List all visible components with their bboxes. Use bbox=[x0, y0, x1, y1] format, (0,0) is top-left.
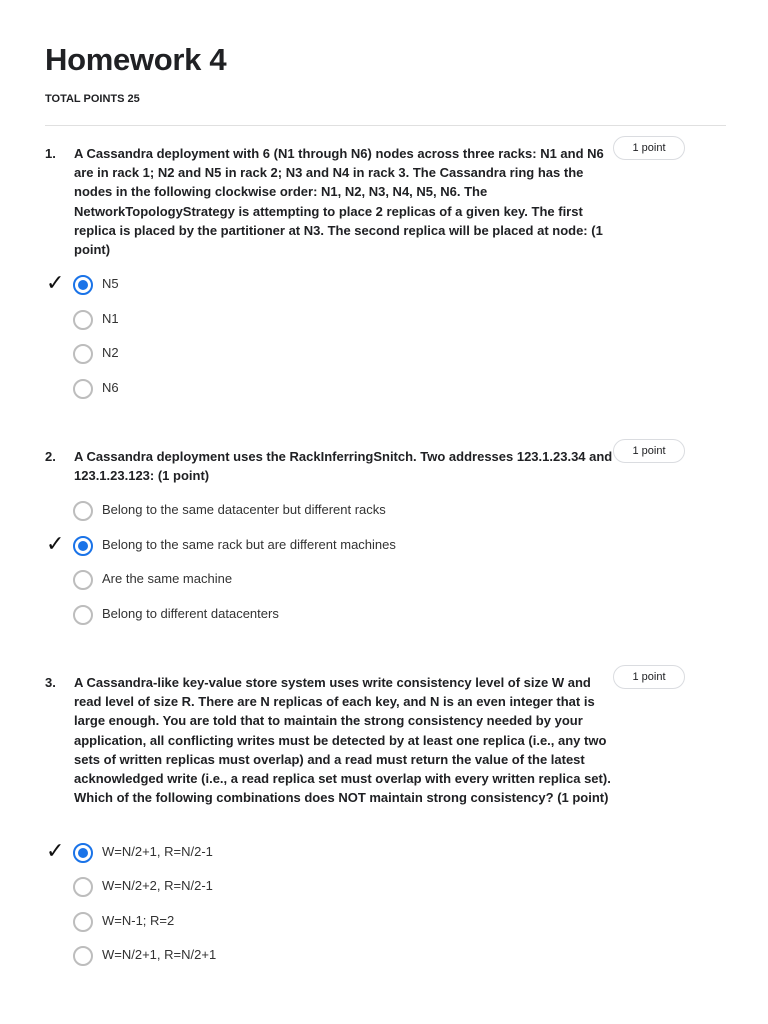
option-label: N2 bbox=[102, 345, 119, 360]
radio-button[interactable] bbox=[73, 501, 93, 521]
option-different-datacenters[interactable] bbox=[0, 603, 500, 627]
radio-button[interactable] bbox=[73, 344, 93, 364]
points-badge: 1 point bbox=[613, 665, 685, 689]
option-w-n2p1-r-n2p1[interactable] bbox=[0, 944, 500, 968]
option-n5[interactable] bbox=[0, 270, 500, 297]
points-badge: 1 point bbox=[613, 136, 685, 160]
radio-button-selected[interactable] bbox=[73, 536, 93, 556]
question-text: A Cassandra deployment with 6 (N1 through N6) nodes across three racks: N1 and N6 are in rack 1; N2 and N5 in rack 2; N3 and N4 in rack 3. The Cassandra ring has the nodes in the following clockwise order: N1, N2, N3, N4, N5, N6. The NetworkTopologyStrategy is attempting to place 2 replicas of a given key. The first replica is placed by the partitioner at N3. The second replica will be placed at node: (1 point) bbox=[74, 146, 604, 258]
question-number: 2. bbox=[45, 449, 56, 464]
question-number: 3. bbox=[45, 675, 56, 690]
checkmark-icon: ✓ bbox=[46, 270, 65, 295]
question-number: 1. bbox=[45, 146, 56, 161]
radio-button[interactable] bbox=[73, 877, 93, 897]
points-badge: 1 point bbox=[613, 439, 685, 463]
radio-button-selected[interactable] bbox=[73, 843, 93, 863]
radio-button[interactable] bbox=[73, 570, 93, 590]
option-label: Belong to different datacenters bbox=[102, 606, 279, 621]
option-same-rack-different-machines[interactable] bbox=[0, 531, 500, 558]
option-label: N6 bbox=[102, 380, 119, 395]
question-text: A Cassandra-like key-value store system uses write consistency level of size W and read level of size R. There are N replicas of each key, and N is an even integer that is large enough. You are told that to maintain the strong consistency needed by your application, all conflicting writes must be detected by at least one replica (i.e., any two sets of written replicas must overlap) and a read must return the value of the latest acknowledged write (i.e., a read replica set must overlap with every written replica set). Which of the following combinations does NOT maintain strong consistency? (1 point) bbox=[74, 675, 611, 806]
option-label: W=N/2+1, R=N/2+1 bbox=[102, 947, 217, 962]
radio-button[interactable] bbox=[73, 379, 93, 399]
option-w-n2p1-r-n2m1[interactable] bbox=[0, 838, 500, 865]
option-label: Belong to the same rack but are different machines bbox=[102, 537, 396, 552]
radio-button[interactable] bbox=[73, 310, 93, 330]
option-label: W=N-1; R=2 bbox=[102, 913, 175, 928]
option-label: W=N/2+2, R=N/2-1 bbox=[102, 878, 213, 893]
option-n6[interactable] bbox=[0, 377, 500, 401]
total-points: TOTAL POINTS 25 bbox=[45, 93, 140, 105]
option-same-machine[interactable] bbox=[0, 568, 500, 592]
page-title: Homework 4 bbox=[45, 42, 227, 77]
option-n2[interactable] bbox=[0, 342, 500, 366]
option-w-n2p2-r-n2m1[interactable] bbox=[0, 875, 500, 899]
checkmark-icon: ✓ bbox=[46, 838, 65, 863]
option-label: Belong to the same datacenter but different racks bbox=[102, 502, 386, 517]
divider bbox=[45, 125, 726, 126]
option-w-nm1-r-2[interactable] bbox=[0, 910, 500, 934]
checkmark-icon: ✓ bbox=[46, 531, 65, 556]
option-label: N1 bbox=[102, 311, 119, 326]
option-label: Are the same machine bbox=[102, 571, 233, 586]
option-n1[interactable] bbox=[0, 308, 500, 332]
radio-button[interactable] bbox=[73, 912, 93, 932]
radio-button[interactable] bbox=[73, 605, 93, 625]
option-same-datacenter-different-racks[interactable] bbox=[0, 499, 500, 523]
option-label: N5 bbox=[102, 276, 119, 291]
radio-button-selected[interactable] bbox=[73, 275, 93, 295]
radio-button[interactable] bbox=[73, 946, 93, 966]
question-text: A Cassandra deployment uses the RackInferringSnitch. Two addresses 123.1.23.34 and 123.1.23.123: (1 point) bbox=[74, 449, 613, 484]
option-label: W=N/2+1, R=N/2-1 bbox=[102, 844, 213, 859]
